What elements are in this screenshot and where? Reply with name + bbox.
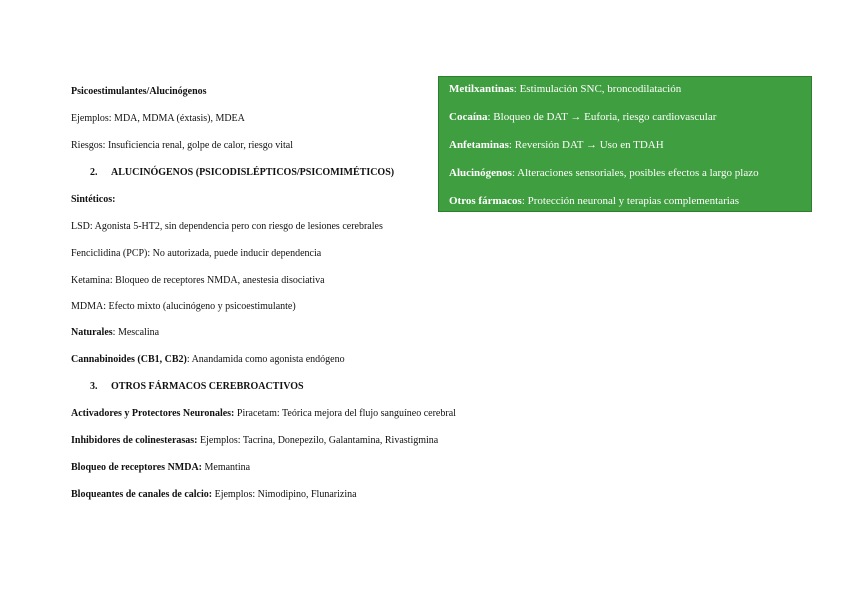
naturales-line	[71, 327, 159, 339]
summary-item-text: : Estimulación SNC, broncodilatación	[513, 83, 682, 95]
nmda-label: Bloqueo de receptores NMDA:	[71, 462, 202, 473]
section-2-number: 2.	[90, 167, 98, 178]
ejemplos-text: Ejemplos: MDA, MDMA (éxtasis), MDEA	[71, 113, 245, 124]
riesgos-text: Riesgos: Insuficiencia renal, golpe de calor, riesgo vital	[71, 140, 294, 151]
activadores-label: Activadores y Protectores Neuronales:	[71, 408, 235, 419]
calcio-line	[71, 489, 357, 501]
psicoestimulantes-title: Psicoestimulantes/Alucinógenos	[71, 86, 207, 97]
summary-item-text: : Protección neuronal y terapias complementarias	[521, 195, 739, 207]
summary-item	[449, 195, 739, 208]
ketamina-text: Ketamina: Bloqueo de receptores NMDA, anestesia disociativa	[71, 275, 325, 286]
nmda-text: Memantina	[202, 462, 251, 473]
section-2-heading	[90, 167, 394, 179]
inhibidores-line	[71, 435, 438, 447]
summary-item-label: Cocaína	[449, 111, 488, 123]
mdma-text: MDMA: Efecto mixto (alucinógeno y psicoestimulante)	[71, 301, 296, 312]
summary-item-text: : Reversión DAT → Uso en TDAH	[508, 139, 664, 151]
inhibidores-text: Ejemplos: Tacrina, Donepezilo, Galantamina, Rivastigmina	[197, 435, 439, 446]
section-3-number: 3.	[90, 381, 98, 392]
summary-item	[449, 167, 759, 180]
section-3-heading	[90, 381, 304, 393]
summary-item-text: : Bloqueo de DAT → Euforia, riesgo cardiovascular	[487, 111, 717, 123]
calcio-label: Bloqueantes de canales de calcio:	[71, 489, 213, 500]
naturales-text: : Mescalina	[112, 327, 160, 338]
summary-box	[438, 76, 812, 212]
inhibidores-label: Inhibidores de colinesterasas:	[71, 435, 198, 446]
cannabinoides-text: : Anandamida como agonista endógeno	[186, 354, 345, 365]
summary-item	[449, 83, 681, 96]
cannabinoides-label: Cannabinoides (CB1, CB2)	[71, 354, 187, 365]
activadores-text: Piracetam: Teórica mejora del flujo sanguíneo cerebral	[234, 408, 456, 419]
section-2-title: ALUCINÓGENOS (PSICODISLÉPTICOS/PSICOMIMÉTICOS)	[111, 167, 395, 178]
summary-item	[449, 111, 716, 124]
pcp-text: Fenciclidina (PCP): No autorizada, puede inducir dependencia	[71, 248, 322, 259]
calcio-text: Ejemplos: Nimodipino, Flunarizina	[212, 489, 357, 500]
cannabinoides-line	[71, 354, 345, 366]
summary-item-label: Anfetaminas	[449, 139, 509, 151]
summary-item-label: Alucinógenos	[449, 167, 512, 179]
section-3-title: OTROS FÁRMACOS CEREBROACTIVOS	[111, 381, 304, 392]
summary-item-text: : Alteraciones sensoriales, posibles efectos a largo plazo	[511, 167, 759, 179]
nmda-line	[71, 462, 250, 474]
summary-item	[449, 139, 664, 152]
naturales-label: Naturales	[71, 327, 113, 338]
activadores-line	[71, 408, 456, 420]
summary-item-label: Metilxantinas	[449, 83, 514, 95]
summary-item-label: Otros fármacos	[449, 195, 522, 207]
lsd-text: LSD: Agonista 5-HT2, sin dependencia pero con riesgo de lesiones cerebrales	[71, 221, 383, 232]
sinteticos-title: Sintéticos:	[71, 194, 116, 205]
